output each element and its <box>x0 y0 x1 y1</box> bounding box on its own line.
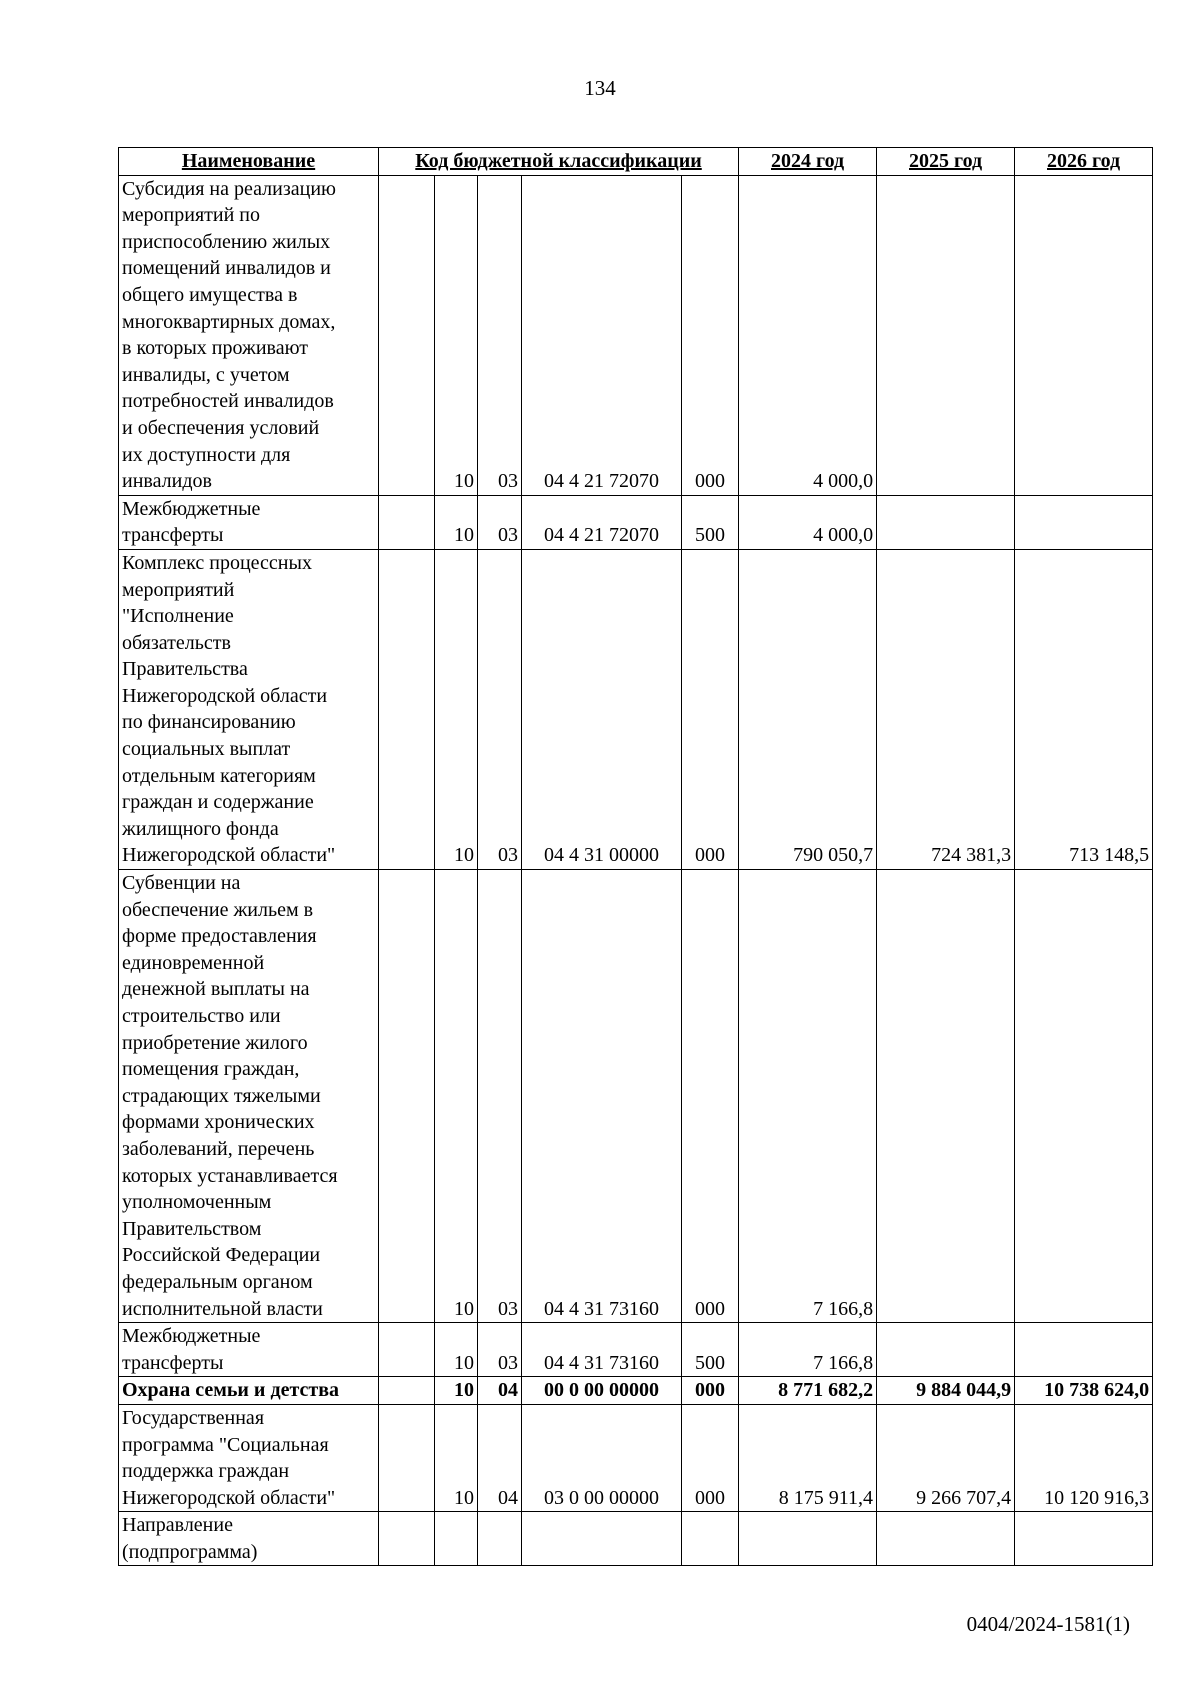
row-expense-type: 000 <box>682 549 739 869</box>
table-row <box>119 549 1153 869</box>
row-empty-code <box>379 1323 435 1377</box>
row-2026: 10 738 624,0 <box>1015 1377 1153 1405</box>
row-2025 <box>877 1512 1015 1566</box>
row-subsection: 04 <box>478 1377 522 1405</box>
row-empty-code <box>379 1404 435 1511</box>
row-section <box>435 1512 478 1566</box>
document-code: 0404/2024-1581(1) <box>966 1612 1130 1636</box>
row-expense-type: 000 <box>682 1404 739 1511</box>
row-subsection: 03 <box>478 175 522 495</box>
row-2025: 9 266 707,4 <box>877 1404 1015 1511</box>
row-target-article: 04 4 31 73160 <box>522 1323 682 1377</box>
header-2024: 2024 год <box>739 148 877 176</box>
page-number: 134 <box>584 76 616 100</box>
row-section: 10 <box>435 870 478 1323</box>
row-target-article <box>522 1512 682 1566</box>
row-subsection: 04 <box>478 1404 522 1511</box>
row-empty-code <box>379 549 435 869</box>
table-row <box>119 1323 1153 1377</box>
row-name: Направление (подпрограмма) <box>119 1512 379 1566</box>
row-subsection: 03 <box>478 1323 522 1377</box>
row-2025: 724 381,3 <box>877 549 1015 869</box>
row-2024: 4 000,0 <box>739 175 877 495</box>
row-name: Субвенции на обеспечение жильем в форме предоставления единовременной денежной выплаты на строительство или приобретение жилого помещения граждан, страдающих тяжелыми формами хронических заболеваний, перечень которых устанавливается уполномоченным Правительством Российской Федерации федеральным органом исполнительной власти <box>119 870 379 1323</box>
row-expense-type: 000 <box>682 1377 739 1405</box>
row-empty-code <box>379 870 435 1323</box>
table-header-row <box>119 148 1153 176</box>
row-expense-type: 500 <box>682 1323 739 1377</box>
row-empty-code <box>379 1377 435 1405</box>
row-section: 10 <box>435 1377 478 1405</box>
row-empty-code <box>379 495 435 549</box>
row-section: 10 <box>435 1404 478 1511</box>
table-row <box>119 495 1153 549</box>
row-empty-code <box>379 1512 435 1566</box>
row-2024: 7 166,8 <box>739 870 877 1323</box>
header-2025: 2025 год <box>877 148 1015 176</box>
row-2024: 7 166,8 <box>739 1323 877 1377</box>
row-target-article: 00 0 00 00000 <box>522 1377 682 1405</box>
row-name: Охрана семьи и детства <box>119 1377 379 1405</box>
header-2026: 2026 год <box>1015 148 1153 176</box>
row-2025: 9 884 044,9 <box>877 1377 1015 1405</box>
row-target-article: 04 4 31 73160 <box>522 870 682 1323</box>
row-section: 10 <box>435 1323 478 1377</box>
row-name: Комплекс процессных мероприятий "Исполнение обязательств Правительства Нижегородской области по финансированию социальных выплат отдельным категориям граждан и содержание жилищного фонда Нижегородской области" <box>119 549 379 869</box>
row-expense-type: 500 <box>682 495 739 549</box>
header-code: Код бюджетной классификации <box>379 148 739 176</box>
row-subsection <box>478 1512 522 1566</box>
row-section: 10 <box>435 495 478 549</box>
row-target-article: 04 4 31 00000 <box>522 549 682 869</box>
row-section: 10 <box>435 549 478 869</box>
row-name: Межбюджетные трансферты <box>119 1323 379 1377</box>
row-2026 <box>1015 495 1153 549</box>
row-expense-type: 000 <box>682 870 739 1323</box>
row-target-article: 03 0 00 00000 <box>522 1404 682 1511</box>
row-2026: 713 148,5 <box>1015 549 1153 869</box>
table-row-section-total <box>119 1377 1153 1405</box>
row-name: Субсидия на реализацию мероприятий по приспособлению жилых помещений инвалидов и общего имущества в многоквартирных домах, в которых проживают инвалиды, с учетом потребностей инвалидов и обеспечения условий их доступности для инвалидов <box>119 175 379 495</box>
table-row <box>119 1404 1153 1511</box>
budget-table <box>118 147 1153 1566</box>
row-2026 <box>1015 1323 1153 1377</box>
row-expense-type: 000 <box>682 175 739 495</box>
row-target-article: 04 4 21 72070 <box>522 175 682 495</box>
row-2025 <box>877 495 1015 549</box>
row-2024: 4 000,0 <box>739 495 877 549</box>
row-expense-type <box>682 1512 739 1566</box>
header-name: Наименование <box>119 148 379 176</box>
table-row <box>119 175 1153 495</box>
row-section: 10 <box>435 175 478 495</box>
row-2024: 8 175 911,4 <box>739 1404 877 1511</box>
row-2024: 790 050,7 <box>739 549 877 869</box>
row-subsection: 03 <box>478 495 522 549</box>
row-2025 <box>877 175 1015 495</box>
row-empty-code <box>379 175 435 495</box>
row-2024: 8 771 682,2 <box>739 1377 877 1405</box>
row-2025 <box>877 1323 1015 1377</box>
table-row <box>119 870 1153 1323</box>
row-target-article: 04 4 21 72070 <box>522 495 682 549</box>
row-name: Межбюджетные трансферты <box>119 495 379 549</box>
table-row <box>119 1512 1153 1566</box>
row-2025 <box>877 870 1015 1323</box>
row-subsection: 03 <box>478 870 522 1323</box>
row-name: Государственная программа "Социальная поддержка граждан Нижегородской области" <box>119 1404 379 1511</box>
row-2026: 10 120 916,3 <box>1015 1404 1153 1511</box>
row-2026 <box>1015 870 1153 1323</box>
row-2026 <box>1015 175 1153 495</box>
row-2026 <box>1015 1512 1153 1566</box>
row-2024 <box>739 1512 877 1566</box>
row-subsection: 03 <box>478 549 522 869</box>
